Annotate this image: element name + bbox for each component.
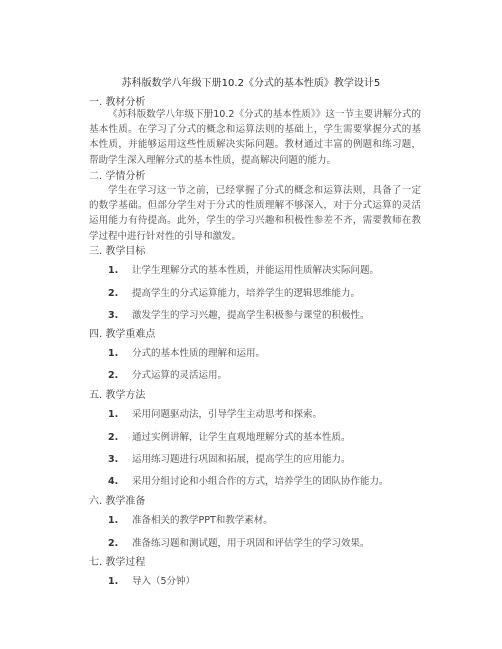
- section-heading-teaching-goals: 三. 教学目标: [89, 246, 146, 257]
- list-item: 3. 运用练习题进行巩固和拓展，提高学生的应用能力。: [108, 454, 351, 465]
- list-item: 4. 采用分组讨论和小组合作的方式，培养学生的团队协作能力。: [108, 476, 389, 487]
- list-item: 1. 准备相关的教学PPT和教学素材。: [108, 515, 273, 526]
- list-item: 1. 采用问题驱动法，引导学生主动思考和探索。: [108, 409, 323, 420]
- list-item: 2. 分式运算的灵活运用。: [108, 370, 228, 381]
- list-item: 3. 激发学生的学习兴趣，提高学生积极参与课堂的积极性。: [108, 310, 370, 321]
- list-item: 2. 准备练习题和测试题，用于巩固和评估学生的学习效果。: [108, 538, 370, 549]
- document-title: 苏科版数学八年级下册10.2《分式的基本性质》教学设计5: [121, 78, 381, 89]
- section-heading-key-points: 四. 教学重难点: [89, 329, 156, 340]
- paragraph-textbook-analysis: 《苏科版数学八年级下册10.2《分式的基本性质》》这一节主要讲解分式的基本性质。在学习了分式的概念和运算法则的基础上，学生需要掌握分式的基本性质，并能够运用这些性质解决实际问题。教材通过丰富的例题和练习题，帮助学生深入理解分式的基本性质，提高解决问题的能力。: [89, 109, 421, 166]
- section-heading-student-analysis: 二. 学情分析: [89, 171, 146, 182]
- section-heading-teaching-process: 七. 教学过程: [89, 557, 146, 568]
- paragraph-student-analysis: 学生在学习这一节之前，已经掌握了分式的概念和运算法则，具备了一定的数学基础。但部分学生对于分式的性质理解不够深入，对于分式运算的灵活运用能力有待提高。此外，学生的学习兴趣和积极性参差不齐，需要教师在教学过程中进行针对性的引导和激发。: [89, 185, 421, 242]
- list-item: 1. 让学生理解分式的基本性质，并能运用性质解决实际问题。: [108, 265, 380, 276]
- section-heading-teaching-prep: 六. 教学准备: [89, 496, 146, 507]
- list-item: 1. 分式的基本性质的理解和运用。: [108, 348, 266, 359]
- list-item: 1. 导入（5分钟）: [108, 576, 196, 587]
- section-heading-teaching-methods: 五. 教学方法: [89, 390, 146, 401]
- list-item: 2. 提高学生的分式运算能力，培养学生的逻辑思维能力。: [108, 288, 361, 299]
- list-item: 2. 通过实例讲解，让学生直观地理解分式的基本性质。: [108, 432, 351, 443]
- section-heading-textbook-analysis: 一. 教材分析: [89, 97, 146, 108]
